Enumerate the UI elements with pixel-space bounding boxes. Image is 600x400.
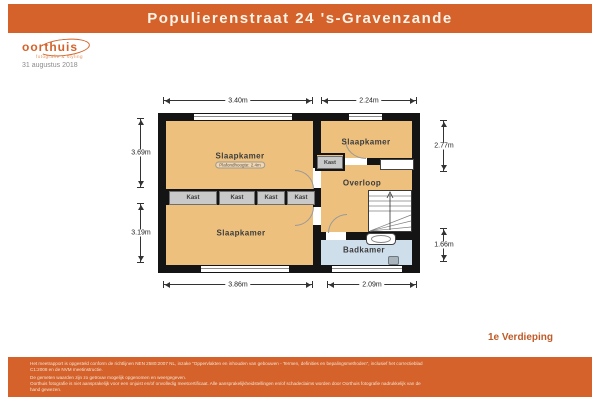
room-label-bedroom-top-right: Slaapkamer xyxy=(341,137,391,147)
floor-level-label: 1e Verdieping xyxy=(487,332,553,343)
dimension-value: 3.40m xyxy=(225,98,250,105)
room-label-bedroom-bottom: Slaapkamer xyxy=(216,228,266,238)
room-label-landing: Overloop xyxy=(342,178,382,188)
dimension-top-left xyxy=(163,97,313,105)
room-label-bathroom: Badkamer xyxy=(343,245,385,255)
room-label-bedroom-top-left: Slaapkamer xyxy=(215,151,265,161)
page-title: Populierenstraat 24 's-Gravenzande xyxy=(147,10,453,27)
dimension-value: 1.66m xyxy=(434,241,454,249)
footer-paragraph-liability: Oorthuis fotografie is niet aansprakelijk voor een onjuist en/of onvolledig meetcertificaat. Alle aansprakelijkheidstellingen en/of schadeclaims worden door Oorthuis fotografie nadrukkelijk van de hand gewezen. xyxy=(30,381,421,392)
closet-label: Kast xyxy=(324,159,336,166)
window-bottom-left xyxy=(200,266,290,272)
dimension-left-top xyxy=(131,118,151,188)
wall-right xyxy=(412,113,420,273)
door-gap-bedroom-bottom xyxy=(313,207,321,225)
closet-box xyxy=(287,191,315,205)
window-bottom-right xyxy=(331,266,403,272)
closet-box xyxy=(169,191,217,205)
footer-bar xyxy=(8,357,592,397)
dimension-value: 2.09m xyxy=(359,282,384,289)
wall-left xyxy=(158,113,166,273)
company-logo: oorthuis xyxy=(22,40,78,54)
dimension-right-bottom xyxy=(434,228,454,262)
shower-drain xyxy=(388,256,399,265)
room-sublabel-ceiling-height: Plafondhoogte: 2.4m xyxy=(215,162,265,169)
footer-paragraph-measured-values: De gemeten waarden zijn zo getrouw mogelijk opgenomen en weergegeven. xyxy=(30,375,187,381)
footer-disclaimer xyxy=(8,357,432,393)
window-top-left xyxy=(193,114,293,120)
window-top-right xyxy=(348,114,383,120)
dimension-value: 3.86m xyxy=(225,282,250,289)
closet-label: Kast xyxy=(264,195,278,201)
staircase xyxy=(368,190,412,232)
closet-label: Kast xyxy=(230,195,244,201)
door-gap-bathroom xyxy=(326,232,346,240)
dimension-bottom-left xyxy=(163,281,313,289)
door-gap-bedroom-top-left xyxy=(313,168,321,188)
dimension-value: 2.77m xyxy=(434,142,454,150)
closet-box xyxy=(219,191,255,205)
footer-paragraph-measure-report: Het meetrapport is opgesteld conform de richtlijnen NEN 2580:2007 NL, inzake "Oppervlakten en inhouden van gebouwen - Termen, definities en bepalingsmethoden", inclusief het correctieblad C1:2008 en de NVM meetinstructie. xyxy=(30,361,423,372)
dimension-value: 3.69m xyxy=(131,149,151,157)
sink-bowl xyxy=(371,235,391,243)
dimension-value: 2.24m xyxy=(356,98,381,105)
dimension-left-bottom xyxy=(131,203,151,263)
closet-box xyxy=(257,191,285,205)
closet-label: Kast xyxy=(186,195,200,201)
radiator xyxy=(380,159,414,170)
sink xyxy=(366,233,396,245)
company-logo-subtext: fotografie & styling xyxy=(36,54,84,59)
closet-label: Kast xyxy=(294,195,308,201)
dimension-top-right xyxy=(321,97,417,105)
dimension-value: 3.19m xyxy=(131,229,151,237)
dimension-bottom-right xyxy=(327,281,417,289)
door-gap-bedroom-top-right xyxy=(345,158,367,165)
report-date: 31 augustus 2018 xyxy=(22,62,78,69)
header-bar xyxy=(8,4,592,33)
dimension-right-top xyxy=(434,120,454,172)
closet-box-small xyxy=(317,156,343,169)
